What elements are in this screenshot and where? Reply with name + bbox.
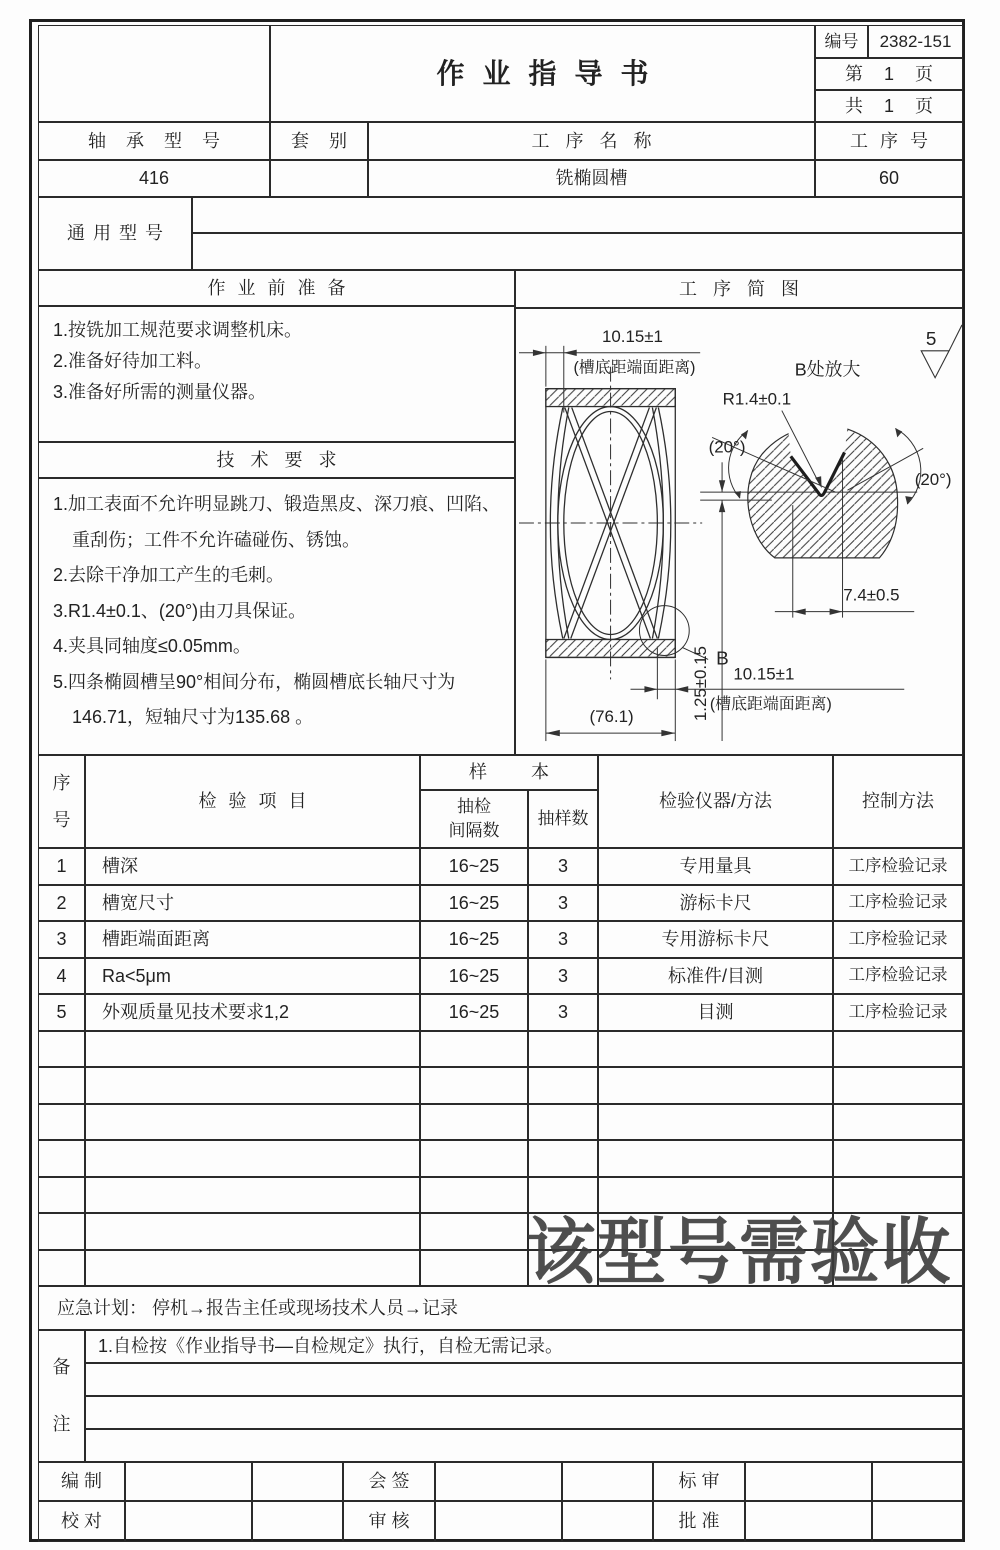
col-header-interval: 抽检 间隔数 [420, 790, 528, 848]
sign-std-review-value [745, 1462, 872, 1501]
acceptance-watermark: 该型号需验收 [526, 1213, 953, 1293]
sign-proofread-date [252, 1501, 343, 1542]
sign-std-review-date [872, 1462, 963, 1501]
col-header-method: 检验仪器/方法 [598, 755, 833, 848]
diagram-cell [515, 308, 963, 755]
common-model-row2 [192, 233, 963, 270]
detail-mark: B [716, 648, 729, 670]
prep-body [38, 306, 515, 442]
sign-review-date [562, 1501, 653, 1542]
col-header-item: 检验项目 [85, 755, 420, 848]
dim-radius: R1.4±0.1 [722, 389, 792, 409]
tech-item: 2.去除干净加工产生的毛刺。 [53, 565, 285, 585]
tech-title: 技术要求 [38, 442, 515, 478]
diagram-title: 工序简图 [515, 270, 963, 308]
sign-countersign-value [435, 1462, 562, 1501]
dim-top: 10.15±1 [601, 326, 663, 346]
sign-review-label: 审 核 [343, 1501, 435, 1542]
sign-review-value [435, 1501, 562, 1542]
process-no-label: 工序号 [815, 122, 963, 160]
sign-editor-date [252, 1462, 343, 1501]
sign-editor-value [125, 1462, 252, 1501]
set-value [270, 160, 368, 197]
tech-item: 3.R1.4±0.1、(20°)由刀具保证。 [53, 600, 307, 621]
col-header-no: 序 号 [38, 755, 85, 848]
prep-item: 1.按铣加工规范要求调整机床。 [53, 320, 303, 340]
sign-std-review-label: 标 审 [653, 1462, 745, 1501]
emergency-plan: 应急计划： 停机→报告主任或现场技术人员→记录 [38, 1286, 963, 1330]
doc-no-label: 编号 [815, 25, 868, 58]
bearing-type-label: 轴承型号 [38, 122, 270, 160]
bearing-type-value: 416 [38, 160, 270, 197]
page-title: 作业指导书 [270, 25, 815, 122]
sign-countersign-label: 会 签 [343, 1462, 435, 1501]
tech-item: 5.四条椭圆槽呈90°相间分布，椭圆槽底长轴尺寸为146.71，短轴尺寸为135.68 。 [53, 671, 456, 727]
header-empty-cell [38, 25, 270, 122]
remarks-line: 1.自检按《作业指导书—自检规定》执行，自检无需记录。 [85, 1330, 963, 1363]
prep-item: 2.准备好待加工料。 [53, 351, 213, 371]
dim-right: 10.15±1 [733, 664, 795, 684]
remarks-line [85, 1396, 963, 1429]
col-header-control: 控制方法 [833, 755, 963, 848]
sign-proofread-label: 校 对 [38, 1501, 125, 1542]
process-name-value: 铣椭圆槽 [368, 160, 815, 197]
process-no-value: 60 [815, 160, 963, 197]
tech-item: 1.加工表面不允许明显跳刀、锻造黑皮、深刀痕、凹陷、重刮伤；工件不允许磕碰伤、锈蚀。 [53, 494, 501, 550]
remarks-label: 备 注 [38, 1330, 85, 1462]
prep-item: 3.准备好所需的测量仪器。 [53, 382, 267, 402]
remarks-line [85, 1429, 963, 1462]
page-number: 第 1 页 [815, 58, 963, 90]
sign-approve-date [872, 1501, 963, 1542]
process-name-label: 工序名称 [368, 122, 815, 160]
dim-width: (76.1) [589, 707, 634, 727]
process-diagram [516, 308, 962, 755]
col-header-sample: 样本 [420, 755, 598, 790]
sign-editor-label: 编 制 [38, 1462, 125, 1501]
angle-left: (20°) [708, 437, 746, 457]
prep-title: 作业前准备 [38, 270, 515, 306]
sign-proofread-value [125, 1501, 252, 1542]
sign-countersign-date [562, 1462, 653, 1501]
common-model-label: 通用型号 [38, 197, 192, 270]
tech-item: 4.夹具同轴度≤0.05mm。 [53, 636, 251, 656]
page-total: 共 1 页 [815, 90, 963, 122]
set-label: 套别 [270, 122, 368, 160]
tech-body [38, 478, 515, 755]
common-model-row1 [192, 197, 963, 233]
col-header-count: 抽样数 [528, 790, 598, 848]
finish-grade: 5 [925, 328, 937, 350]
doc-no-value: 2382-151 [868, 25, 963, 58]
detail-label: B处放大 [794, 359, 861, 380]
dim-groove-width: 7.4±0.5 [843, 585, 900, 605]
dim-top-note: (槽底距端面距离) [573, 359, 696, 377]
work-instruction-sheet: 作业指导书 编号 2382-151 第 1 页 共 1 页 轴承型号 套别 工序名称 工序号 416 铣椭圆槽 60 通用型号 作业前准备 1.按铣加工规范要求调整机床。 2.准备好待加工料。 3.准备好所需的测量仪器。 技术要求 1.加工表面不允许明显跳刀、锻造黑皮、深刀痕、凹陷、重刮伤；工件不允许磕碰伤、锈蚀。 2.去除干净加工产生的毛刺。 3.R1.4±0.1、(20°)由刀具保证。 4.夹具同轴度≤0.05mm。 5.四条椭圆槽呈90°相间分布，椭圆槽底长轴尺寸为146.71，短轴尺寸为135.68 。 工序简图 10.15±1 (槽底距端面距离) (76.1) 10.15±1 (槽底距端面距离) 1.25±0.15 R1.4±0.1 (20°) (20°) B处放大 B 7.4±0.5 5 序 号 检验项目 样本 抽检 间隔数 抽样数 检验仪器/方法 控制方法 1 槽深 16~25 3 专用量具 工序检验记录 2 槽宽尺寸 16~25 3 游标卡尺 工序检验记录 3 槽距端面距离 16~25 3 专用游标卡尺 工序检验记录 4 Ra<5μm 16~25 3 标准件/目测 工序检验记录 5 外观质量见技术要求1,2 16~25 3 目测 工序检验记录 该型号需验收 应急计划： 停机→报告主任或现场技术人员→记录 备 注 1.自检按《作业指导书—自检规定》执行，自检无需记录。 编 制 会 签 标 审 校 对 审 核 批 准 [0, 0, 1000, 1550]
remarks-line [85, 1363, 963, 1396]
angle-right: (20°) [914, 470, 952, 490]
dim-right-note: (槽底距端面距离) [709, 696, 832, 714]
sign-approve-label: 批 准 [653, 1501, 745, 1542]
sign-approve-value [745, 1501, 872, 1542]
dim-depth: 1.25±0.15 [691, 646, 711, 722]
